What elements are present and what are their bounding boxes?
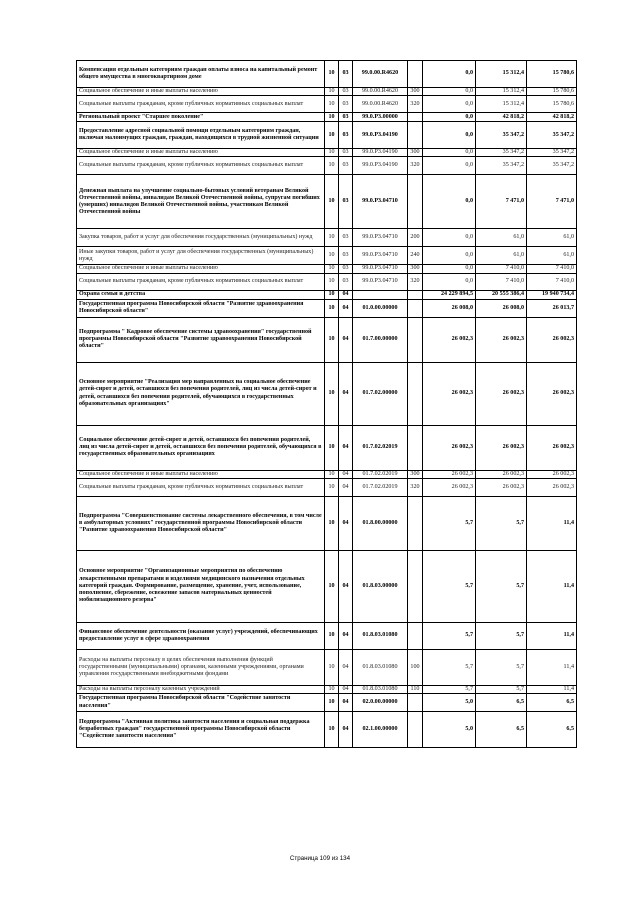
row-name-cell: Основное мероприятие "Организационные мероприятия по обеспечению лекарственными препаратами и изделиями медицинского назначения отдельных категорий граждан. Формирование, размещение, хранение, учет, использование, пополнение, сбережение, освежение запасов материальных ценностей мобилизационного резерва" [77,550,325,622]
subsection-code-cell: 04 [339,299,353,317]
subsection-code-cell: 03 [339,265,353,273]
amount-year3-cell: 15 780,6 [527,88,577,96]
subsection-code-cell: 03 [339,273,353,290]
amount-year2-cell: 26 002,3 [476,470,527,478]
amount-year1-cell: 26 002,3 [423,478,476,496]
target-article-code-cell [353,290,408,299]
table-row [77,496,577,550]
section-code-cell: 10 [325,470,339,478]
expense-type-code-cell: 300 [408,470,423,478]
section-code-cell: 10 [325,649,339,685]
table-row [77,317,577,362]
table-row [77,113,577,122]
row-name-cell: Региональный проект "Старшее поколение" [77,113,325,122]
section-code-cell: 10 [325,478,339,496]
row-name-cell: Охрана семьи и детства [77,290,325,299]
expense-type-code-cell: 300 [408,149,423,157]
subsection-code-cell: 03 [339,88,353,96]
amount-year2-cell: 35 347,2 [476,157,527,175]
amount-year2-cell: 6,5 [476,712,527,748]
row-name-cell: Социальное обеспечение и иные выплаты населению [77,265,325,273]
subsection-code-cell: 03 [339,229,353,247]
amount-year2-cell: 5,7 [476,550,527,622]
row-name-cell: Финансовое обеспечение деятельности (оказание услуг) учреждений, обеспечивающих предоставление услуг в сфере здравоохранения [77,622,325,649]
section-code-cell: 10 [325,273,339,290]
amount-year3-cell: 11,4 [527,496,577,550]
amount-year3-cell: 26 002,3 [527,362,577,425]
subsection-code-cell: 03 [339,247,353,265]
expense-type-code-cell: 320 [408,273,423,290]
expense-type-code-cell [408,175,423,229]
table-row [77,175,577,229]
target-article-code-cell: 01.7.02.02019 [353,478,408,496]
amount-year1-cell: 5,7 [423,496,476,550]
row-name-cell: Закупка товаров, работ и услуг для обеспечения государственных (муниципальных) нужд [77,229,325,247]
amount-year3-cell: 6,5 [527,712,577,748]
subsection-code-cell: 03 [339,157,353,175]
target-article-code-cell: 99.0.P3.04710 [353,273,408,290]
target-article-code-cell: 01.8.00.00000 [353,496,408,550]
section-code-cell: 10 [325,229,339,247]
subsection-code-cell: 04 [339,470,353,478]
section-code-cell: 10 [325,122,339,149]
row-name-cell: Социальные выплаты гражданам, кроме публичных нормативных социальных выплат [77,273,325,290]
amount-year3-cell: 11,4 [527,685,577,693]
subsection-code-cell: 04 [339,478,353,496]
amount-year1-cell: 0,0 [423,61,476,88]
amount-year2-cell: 26 002,3 [476,478,527,496]
budget-table-body [77,61,577,748]
row-name-cell: Социальное обеспечение детей-сирот и детей, оставшихся без попечения родителей, лиц из числа детей-сирот и детей, оставшихся без попечения родителей, обучающихся в государственных образовательных организациях [77,425,325,470]
target-article-code-cell: 99.0.00.R4620 [353,88,408,96]
amount-year1-cell: 26 002,3 [423,362,476,425]
section-code-cell: 10 [325,88,339,96]
row-name-cell: Социальные выплаты гражданам, кроме публичных нормативных социальных выплат [77,157,325,175]
amount-year3-cell: 35 347,2 [527,157,577,175]
amount-year2-cell: 42 818,2 [476,113,527,122]
amount-year2-cell: 20 555 386,4 [476,290,527,299]
section-code-cell: 10 [325,425,339,470]
target-article-code-cell: 01.8.03.01080 [353,649,408,685]
table-row [77,290,577,299]
table-row [77,425,577,470]
amount-year2-cell: 5,7 [476,622,527,649]
subsection-code-cell: 03 [339,61,353,88]
expense-type-code-cell [408,113,423,122]
section-code-cell: 10 [325,157,339,175]
row-name-cell: Социальное обеспечение и иные выплаты населению [77,149,325,157]
amount-year3-cell: 26 002,3 [527,478,577,496]
row-name-cell: Социальные выплаты гражданам, кроме публичных нормативных социальных выплат [77,478,325,496]
amount-year3-cell: 26 002,3 [527,317,577,362]
table-row [77,685,577,693]
section-code-cell: 10 [325,149,339,157]
row-name-cell: Социальное обеспечение и иные выплаты населению [77,88,325,96]
expense-type-code-cell [408,712,423,748]
section-code-cell: 10 [325,299,339,317]
amount-year1-cell: 0,0 [423,157,476,175]
amount-year1-cell: 5,7 [423,550,476,622]
amount-year3-cell: 61,0 [527,247,577,265]
amount-year3-cell: 6,5 [527,694,577,712]
table-row [77,299,577,317]
expense-type-code-cell: 320 [408,157,423,175]
budget-table [76,60,577,748]
subsection-code-cell: 04 [339,649,353,685]
subsection-code-cell: 04 [339,425,353,470]
amount-year3-cell: 11,4 [527,550,577,622]
table-row [77,622,577,649]
expense-type-code-cell: 320 [408,96,423,113]
subsection-code-cell: 04 [339,290,353,299]
expense-type-code-cell [408,425,423,470]
expense-type-code-cell: 320 [408,478,423,496]
table-row [77,157,577,175]
expense-type-code-cell [408,290,423,299]
expense-type-code-cell [408,362,423,425]
amount-year1-cell: 26 002,3 [423,317,476,362]
subsection-code-cell: 04 [339,317,353,362]
subsection-code-cell: 04 [339,362,353,425]
row-name-cell: Расходы на выплаты персоналу казенных учреждений [77,685,325,693]
amount-year3-cell: 7 410,0 [527,265,577,273]
subsection-code-cell: 04 [339,694,353,712]
expense-type-code-cell [408,550,423,622]
section-code-cell: 10 [325,113,339,122]
subsection-code-cell: 03 [339,96,353,113]
section-code-cell: 10 [325,694,339,712]
page-number: Страница 109 из 134 [289,855,351,862]
table-row [77,247,577,265]
expense-type-code-cell [408,122,423,149]
amount-year2-cell: 61,0 [476,247,527,265]
target-article-code-cell: 02.1.00.00000 [353,712,408,748]
target-article-code-cell: 01.0.00.00000 [353,299,408,317]
amount-year2-cell: 35 347,2 [476,122,527,149]
table-row [77,649,577,685]
table-row [77,265,577,273]
amount-year2-cell: 7 410,0 [476,273,527,290]
amount-year1-cell: 24 229 894,5 [423,290,476,299]
amount-year2-cell: 7 410,0 [476,265,527,273]
amount-year1-cell: 26 002,3 [423,470,476,478]
expense-type-code-cell [408,317,423,362]
section-code-cell: 10 [325,96,339,113]
amount-year1-cell: 0,0 [423,273,476,290]
table-row [77,273,577,290]
amount-year2-cell: 15 312,4 [476,61,527,88]
row-name-cell: Расходы на выплаты персоналу в целях обеспечения выполнения функций государственными (муниципальными) органами, казенными учреждениями, органами управления государственными внебюджетными фондами [77,649,325,685]
amount-year1-cell: 26 008,0 [423,299,476,317]
row-name-cell: Компенсация отдельным категориям граждан оплаты взноса на капитальный ремонт общего имущества в многоквартирном доме [77,61,325,88]
amount-year2-cell: 7 471,0 [476,175,527,229]
amount-year3-cell: 42 818,2 [527,113,577,122]
subsection-code-cell: 03 [339,175,353,229]
table-row [77,229,577,247]
expense-type-code-cell: 240 [408,247,423,265]
section-code-cell: 10 [325,712,339,748]
amount-year2-cell: 35 347,2 [476,149,527,157]
amount-year3-cell: 26 013,7 [527,299,577,317]
table-row [77,96,577,113]
target-article-code-cell: 99.0.P3.04190 [353,157,408,175]
table-row [77,470,577,478]
section-code-cell: 10 [325,622,339,649]
amount-year2-cell: 15 312,4 [476,88,527,96]
target-article-code-cell: 99.0.P3.04190 [353,122,408,149]
target-article-code-cell: 01.7.02.02019 [353,425,408,470]
amount-year1-cell: 0,0 [423,113,476,122]
amount-year3-cell: 11,4 [527,649,577,685]
target-article-code-cell: 01.8.03.01080 [353,685,408,693]
amount-year3-cell: 7 471,0 [527,175,577,229]
table-row [77,122,577,149]
subsection-code-cell: 04 [339,622,353,649]
amount-year3-cell: 61,0 [527,229,577,247]
expense-type-code-cell: 300 [408,265,423,273]
expense-type-code-cell: 100 [408,649,423,685]
row-name-cell: Государственная программа Новосибирской области "Развитие здравоохранения Новосибирской области" [77,299,325,317]
table-row [77,61,577,88]
amount-year2-cell: 26 002,3 [476,425,527,470]
target-article-code-cell: 99.0.P3.04710 [353,175,408,229]
amount-year1-cell: 0,0 [423,122,476,149]
target-article-code-cell: 99.0.P3.00000 [353,113,408,122]
amount-year3-cell: 26 002,3 [527,470,577,478]
target-article-code-cell: 99.0.P3.04710 [353,229,408,247]
subsection-code-cell: 04 [339,550,353,622]
target-article-code-cell: 01.7.02.00000 [353,362,408,425]
table-row [77,149,577,157]
amount-year3-cell: 7 410,0 [527,273,577,290]
row-name-cell: Предоставление адресной социальной помощи отдельным категориям граждан, включая малоимущих граждан, граждан, находящихся в трудной жизненной ситуации [77,122,325,149]
section-code-cell: 10 [325,61,339,88]
expense-type-code-cell [408,622,423,649]
row-name-cell: Подпрограмма " Кадровое обеспечение системы здравоохранения" государственной программы Новосибирской области "Развитие здравоохранения Новосибирской области" [77,317,325,362]
amount-year1-cell: 5,0 [423,712,476,748]
target-article-code-cell: 99.0.P3.04190 [353,149,408,157]
amount-year1-cell: 0,0 [423,247,476,265]
amount-year3-cell: 26 002,3 [527,425,577,470]
amount-year2-cell: 26 002,3 [476,317,527,362]
amount-year2-cell: 6,5 [476,694,527,712]
section-code-cell: 10 [325,290,339,299]
expense-type-code-cell [408,694,423,712]
amount-year2-cell: 5,7 [476,496,527,550]
expense-type-code-cell: 110 [408,685,423,693]
table-row [77,550,577,622]
amount-year1-cell: 5,0 [423,694,476,712]
table-row [77,712,577,748]
amount-year3-cell: 35 347,2 [527,122,577,149]
expense-type-code-cell: 200 [408,229,423,247]
amount-year1-cell: 5,7 [423,649,476,685]
row-name-cell: Подпрограмма "Активная политика занятости населения и социальная поддержка безработных граждан" государственной программы Новосибирской области "Содействие занятости населения" [77,712,325,748]
amount-year3-cell: 19 940 734,4 [527,290,577,299]
section-code-cell: 10 [325,175,339,229]
table-row [77,478,577,496]
subsection-code-cell: 03 [339,149,353,157]
amount-year1-cell: 0,0 [423,149,476,157]
target-article-code-cell: 99.0.00.R4620 [353,96,408,113]
amount-year2-cell: 26 002,3 [476,362,527,425]
section-code-cell: 10 [325,362,339,425]
section-code-cell: 10 [325,247,339,265]
expense-type-code-cell [408,61,423,88]
amount-year3-cell: 11,4 [527,622,577,649]
target-article-code-cell: 01.7.02.02019 [353,470,408,478]
target-article-code-cell: 99.0.P3.04710 [353,247,408,265]
table-row [77,694,577,712]
amount-year3-cell: 15 780,6 [527,61,577,88]
expense-type-code-cell [408,299,423,317]
row-name-cell: Социальные выплаты гражданам, кроме публичных нормативных социальных выплат [77,96,325,113]
subsection-code-cell: 04 [339,712,353,748]
amount-year1-cell: 0,0 [423,88,476,96]
amount-year1-cell: 0,0 [423,265,476,273]
section-code-cell: 10 [325,685,339,693]
amount-year1-cell: 5,7 [423,685,476,693]
target-article-code-cell: 01.7.00.00000 [353,317,408,362]
expense-type-code-cell: 300 [408,88,423,96]
target-article-code-cell: 99.0.P3.04710 [353,265,408,273]
amount-year2-cell: 26 008,0 [476,299,527,317]
row-name-cell: Денежная выплата на улучшение социально-бытовых условий ветеранам Великой Отечественной войны, инвалидам Великой Отечественной войны, супругам погибших (умерших) инвалидов Великой Отечественной войны, участникам Великой Отечественной войны [77,175,325,229]
section-code-cell: 10 [325,496,339,550]
target-article-code-cell: 01.8.03.01080 [353,622,408,649]
target-article-code-cell: 99.0.00.R4620 [353,61,408,88]
subsection-code-cell: 03 [339,113,353,122]
section-code-cell: 10 [325,265,339,273]
amount-year3-cell: 35 347,2 [527,149,577,157]
table-row [77,88,577,96]
table-row [77,362,577,425]
amount-year2-cell: 15 312,4 [476,96,527,113]
amount-year1-cell: 26 002,3 [423,425,476,470]
amount-year1-cell: 0,0 [423,175,476,229]
row-name-cell: Государственная программа Новосибирской области "Содействие занятости населения" [77,694,325,712]
subsection-code-cell: 04 [339,496,353,550]
amount-year3-cell: 15 780,6 [527,96,577,113]
amount-year2-cell: 5,7 [476,685,527,693]
amount-year2-cell: 5,7 [476,649,527,685]
target-article-code-cell: 01.8.03.00000 [353,550,408,622]
amount-year1-cell: 5,7 [423,622,476,649]
row-name-cell: Иные закупки товаров, работ и услуг для обеспечения государственных (муниципальных) нужд [77,247,325,265]
subsection-code-cell: 03 [339,122,353,149]
row-name-cell: Подпрограмма "Совершенствование системы лекарственного обеспечения, в том числе в амбулаторных условиях" государственной программы Новосибирской области "Развитие здравоохранения Новосибирской области" [77,496,325,550]
row-name-cell: Социальное обеспечение и иные выплаты населению [77,470,325,478]
target-article-code-cell: 02.0.00.00000 [353,694,408,712]
subsection-code-cell: 04 [339,685,353,693]
section-code-cell: 10 [325,550,339,622]
amount-year2-cell: 61,0 [476,229,527,247]
section-code-cell: 10 [325,317,339,362]
amount-year1-cell: 0,0 [423,96,476,113]
amount-year1-cell: 0,0 [423,229,476,247]
expense-type-code-cell [408,496,423,550]
row-name-cell: Основное мероприятие "Реализация мер направленных на социальное обеспечение детей-сирот и детей, оставшихся без попечения родителей, лиц из числа детей-сирот и детей, оставшихся без попечения родителей, обучающихся в государственных образовательных организациях" [77,362,325,425]
